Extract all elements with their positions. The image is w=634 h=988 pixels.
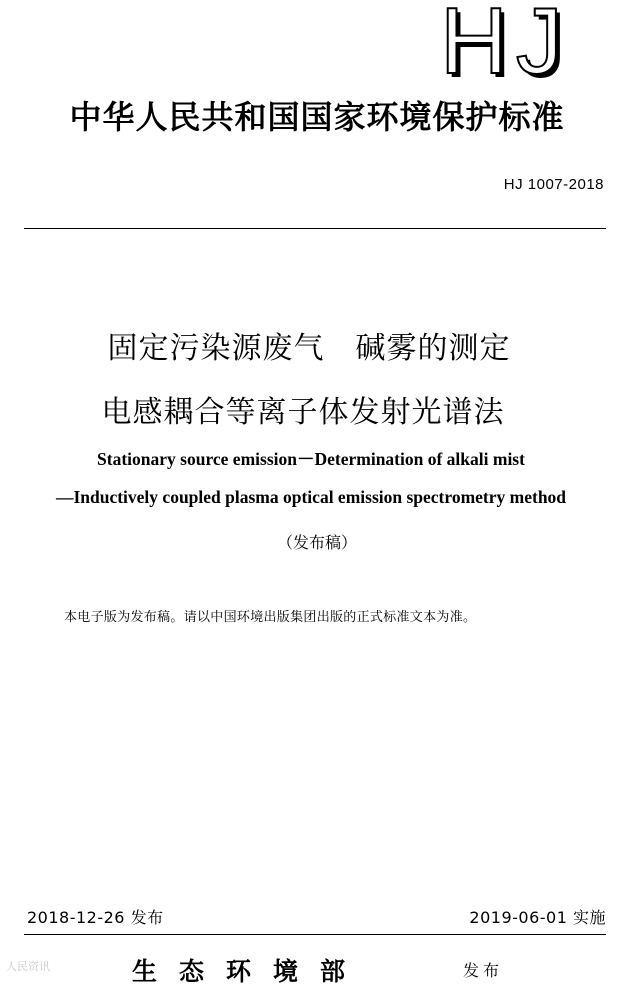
watermark: 人民资讯 — [6, 960, 50, 973]
electronic-version-note: 本电子版为发布稿。请以中国环境出版集团出版的正式标准文本为准。 — [64, 610, 477, 625]
hj-logo: HJ — [440, 0, 571, 93]
chinese-title-line-2: 电感耦合等离子体发射光谱法 — [101, 395, 505, 430]
issuing-authority-suffix: 发布 — [463, 961, 504, 980]
issuing-authority: 生态环境部 — [132, 957, 368, 986]
english-title-line-2: —Inductively coupled plasma optical emission spectrometry method — [55, 487, 567, 507]
standard-code: HJ 1007-2018 — [503, 176, 604, 193]
implementation-date: 2019-06-01 实施 — [469, 908, 606, 927]
chinese-title-line-1: 固定污染源废气 碱雾的测定 — [107, 331, 511, 366]
draft-label: （发布稿） — [276, 533, 357, 552]
organization-title: 中华人民共和国国家环境保护标准 — [69, 98, 565, 136]
top-divider — [24, 228, 606, 229]
bottom-divider — [24, 934, 606, 935]
english-title-line-1: Stationary source emission－Determination of alkali mist — [97, 449, 525, 469]
issue-date: 2018-12-26 发布 — [27, 908, 164, 927]
